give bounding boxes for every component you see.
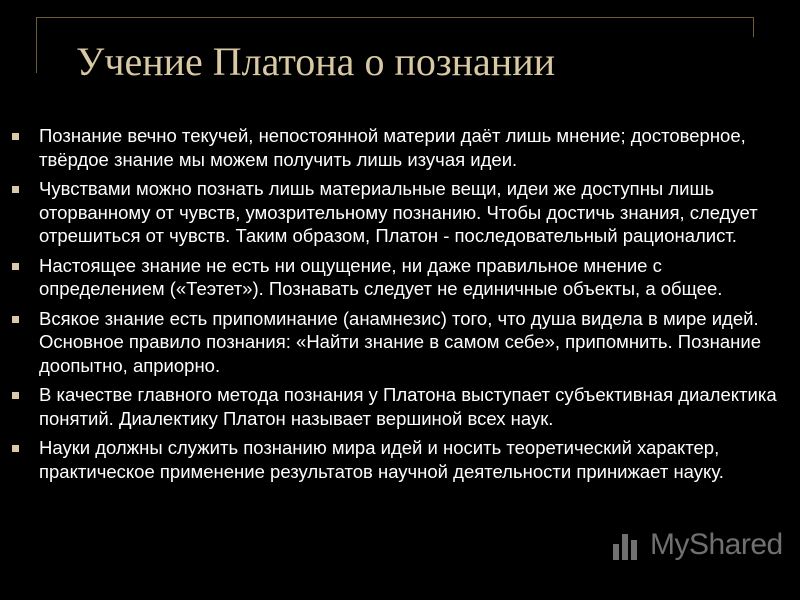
bullet-text: Настоящее знание не есть ни ощущение, ни даже правильное мнение с определением («Теэтет»). Познавать следует не единичные объекты, а общее.	[39, 254, 723, 299]
frame-left-line	[36, 17, 37, 73]
bullet-item	[12, 254, 780, 301]
bullet-square-icon	[12, 133, 19, 140]
frame-right-line	[753, 17, 754, 37]
bullet-text: Всякое знание есть припоминание (анамнезис) того, что душа видела в мире идей. Основное правило познания: «Найти знание в самом себе», припомнить. Познание доопытно, априорно.	[39, 307, 761, 376]
bullet-square-icon	[12, 263, 19, 270]
bullet-square-icon	[12, 186, 19, 193]
bullet-square-icon	[12, 316, 19, 323]
bullet-text: Познание вечно текучей, непостоянной материи даёт лишь мнение; достоверное, твёрдое знание мы можем получить лишь изучая идеи.	[39, 125, 746, 170]
bullet-item	[12, 124, 780, 171]
bullet-list	[12, 124, 780, 489]
bullet-square-icon	[12, 392, 19, 399]
watermark-text: MyShared	[650, 528, 783, 561]
bullet-text: Чувствами можно познать лишь материальные вещи, идеи же доступны лишь оторванному от чувств, умозрительному познанию. Чтобы достичь знания, следует отрешиться от чувств. Таким образом, Платон - последовательный рационалист.	[39, 178, 758, 246]
bullet-item	[12, 383, 780, 430]
myshared-logo-icon	[610, 528, 644, 562]
bullet-text: В качестве главного метода познания у Платона выступает субъективная диалектика понятий. Диалектику Платон называет вершиной всех наук.	[39, 384, 777, 429]
slide-title: Учение Платона о познании	[76, 39, 556, 84]
bullet-item	[12, 436, 780, 483]
bullet-item	[12, 307, 780, 378]
bullet-item	[12, 177, 780, 248]
bullet-square-icon	[12, 445, 19, 452]
watermark	[610, 528, 783, 562]
frame-top-line	[36, 17, 754, 18]
bullet-text: Науки должны служить познанию мира идей и носить теоретический характер, практическое применение результатов научной деятельности принижает науку.	[39, 437, 724, 482]
